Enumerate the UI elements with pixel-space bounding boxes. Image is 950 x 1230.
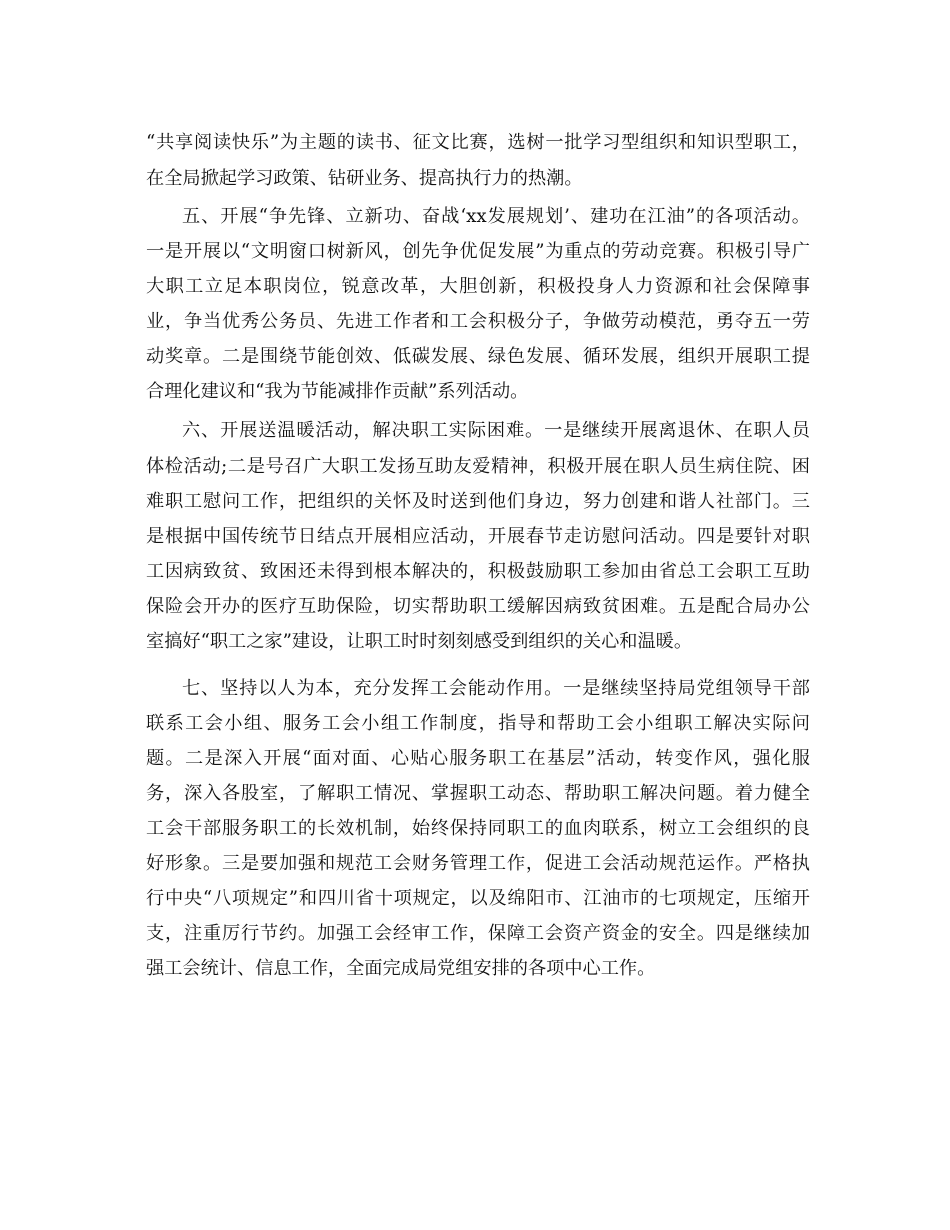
body-text-line: 工会干部服务职工的长效机制，始终保持同职工的血肉联系，树立工会组织的良 [146, 818, 810, 839]
body-text-line: 强工会统计、信息工作，全面完成局党组安排的各项中心工作。 [146, 958, 656, 979]
body-text-line: 难职工慰问工作，把组织的关怀及时送到他们身边，努力创建和谐人社部门。三 [146, 491, 810, 512]
body-text-line: 工因病致贫、致困还未得到根本解决的，积极鼓励职工参加由省总工会职工互助 [146, 561, 810, 582]
body-text-line: 务，深入各股室，了解职工情况、掌握职工动态、帮助职工解决问题。着力健全 [146, 783, 810, 804]
body-text-line: 动奖章。二是围绕节能创效、低碳发展、绿色发展、循环发展，组织开展职工提 [146, 346, 810, 367]
body-text-line: 是根据中国传统节日结点开展相应活动，开展春节走访慰问活动。四是要针对职 [146, 526, 810, 547]
body-text-line: 合理化建议和“我为节能减排作贡献”系列活动。 [146, 381, 529, 402]
body-text-line: 一是开展以“文明窗口树新风，创先争优促发展”为重点的劳动竞赛。积极引导广 [146, 241, 810, 262]
body-text-line: 在全局掀起学习政策、钻研业务、提高执行力的热潮。 [146, 168, 583, 189]
body-text-line: 体检活动;二是号召广大职工发扬互助友爱精神，积极开展在职人员生病住院、困 [146, 456, 810, 477]
body-text-line: 保险会开办的医疗互助保险，切实帮助职工缓解因病致贫困难。五是配合局办公 [146, 596, 810, 617]
body-text-line: 大职工立足本职岗位，锐意改革，大胆创新，积极投身人力资源和社会保障事 [146, 276, 810, 297]
body-text-line: “共享阅读快乐”为主题的读书、征文比赛，选树一批学习型组织和知识型职工， [146, 132, 810, 153]
section-seven-heading-line: 七、坚持以人为本，充分发挥工会能动作用。一是继续坚持局党组领导干部 [182, 678, 810, 699]
section-six-heading-line: 六、开展送温暖活动，解决职工实际困难。一是继续开展离退休、在职人员 [182, 420, 810, 441]
body-text-line: 行中央“八项规定”和四川省十项规定，以及绵阳市、江油市的七项规定，压缩开 [146, 888, 810, 909]
body-text-line: 业，争当优秀公务员、先进工作者和工会积极分子，争做劳动模范，勇夺五一劳 [146, 311, 810, 332]
body-text-line: 题。二是深入开展“面对面、心贴心服务职工在基层”活动，转变作风，强化服 [146, 748, 810, 769]
body-text-line: 支，注重厉行节约。加强工会经审工作，保障工会资产资金的安全。四是继续加 [146, 923, 810, 944]
body-text-line: 联系工会小组、服务工会小组工作制度，指导和帮助工会小组职工解决实际问 [146, 713, 810, 734]
section-five-heading-line: 五、开展“争先锋、立新功、奋战‘xx发展规划’、建功在江油”的各项活动。 [182, 206, 810, 227]
body-text-line: 室搞好“职工之家”建设，让职工时时刻刻感受到组织的关心和温暖。 [146, 631, 693, 652]
body-text-line: 好形象。三是要加强和规范工会财务管理工作，促进工会活动规范运作。严格执 [146, 853, 810, 874]
